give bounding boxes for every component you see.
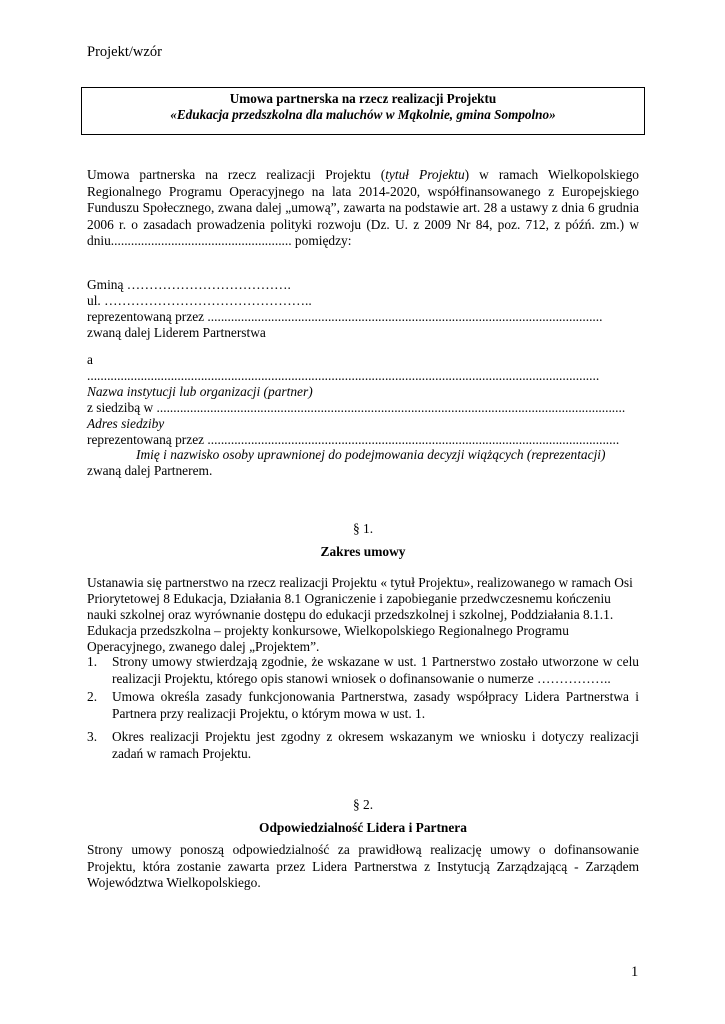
section-1-item-3: [87, 729, 639, 762]
party-gmina: Gminą ……………………………….: [87, 277, 291, 292]
document-header-label: Projekt/wzór: [87, 44, 162, 60]
section-2-title: Odpowiedzialność Lidera i Partnera: [259, 820, 467, 835]
section-1-item-1: [87, 654, 639, 687]
page-number: 1: [631, 964, 639, 980]
representative-note: Imię i nazwisko osoby uprawnionej do podejmowania decyzji wiążących (reprezentacji): [136, 447, 606, 462]
section-1-title: Zakres umowy: [320, 544, 406, 559]
intro-italic: tytuł Projektu: [385, 167, 465, 182]
conjunction-a: a: [87, 352, 93, 367]
party-partner-label: zwaną dalej Partnerem.: [87, 463, 213, 478]
item-number: 2.: [87, 689, 98, 704]
section-1-lead-line: Operacyjnego, zwanego dalej „Projektem”.: [87, 639, 320, 654]
party-lider-label: zwaną dalej Liderem Partnerstwa: [87, 325, 266, 340]
item-text: Okres realizacji Projektu jest zgodny z okresem wskazanym we wniosku i dotyczy realizacji zadań w ramach Projektu.: [112, 729, 639, 761]
section-1-lead-line: Edukacja przedszkolna – projekty konkursowe, Wielkopolskiego Regionalnego Programu: [87, 623, 569, 638]
party-street: ul. ………………………………………..: [87, 293, 312, 308]
partner-name-blank: .........................................................................................................................................................: [87, 368, 600, 383]
title-line-1: Umowa partnerska na rzecz realizacji Projektu: [229, 91, 497, 106]
intro-text-1: Umowa partnerska na rzecz realizacji Projektu (: [87, 167, 386, 182]
title-box: [81, 87, 645, 135]
title-line-2: «Edukacja przedszkolna dla maluchów w Mąkolnie, gmina Sompolno»: [170, 107, 556, 122]
intro-paragraph: [87, 167, 639, 250]
item-number: 3.: [87, 729, 98, 744]
section-1-lead-line: nauki szkolnej oraz wyrównanie dostępu do edukacji przedszkolnej i szkolnej, Poddziałania 8.1.1.: [87, 607, 614, 622]
section-2-text: Strony umowy ponoszą odpowiedzialność za prawidłową realizację umowy o dofinansowanie Projektu, która zostanie zawarta przez Lidera Partnerstwa z Instytucją Zarządzającą - Zarządem Województwa Wielkopolskiego.: [87, 842, 639, 890]
section-1-lead-line: Priorytetowej 8 Edukacja, Działania 8.1 Ograniczenie i zapobieganie przedwczesnemu kończeniu: [87, 591, 611, 606]
party-lider-representative: reprezentowaną przez ......................................................................................................................: [87, 309, 603, 324]
partner-address-label: Adres siedziby: [87, 416, 165, 431]
partner-representative-blank: reprezentowaną przez ...........................................................................................................................: [87, 432, 620, 447]
item-number: 1.: [87, 654, 98, 669]
partner-seat-blank: z siedzibą w ............................................................................................................................................: [87, 400, 626, 415]
section-1-item-2: [87, 689, 639, 722]
item-text: Strony umowy stwierdzają zgodnie, że wskazane w ust. 1 Partnerstwo zostało utworzone w celu realizacji Projektu, którego opis stanowi wniosek o dofinansowanie o numerze ……………..: [112, 654, 639, 686]
item-text: Umowa określa zasady funkcjonowania Partnerstwa, zasady współpracy Lidera Partnerstwa i Partnera przy realizacji Projektu, o którym mowa w ust. 1.: [112, 689, 639, 721]
partner-name-label: Nazwa instytucji lub organizacji (partner): [87, 384, 313, 399]
intro-text-2: ) w ramach Wielkopolskiego Regionalnego Programu Operacyjnego na lata 2014-2020, współfinansowanego z Europejskiego Funduszu Społecznego, zwana dalej „umową”, zawarta na podstawie art. 28 a ustawy z dnia 6 grudnia 2006 r. o zasadach prowadzenia polityki rozwoju (Dz. U. z 2009 Nr 84, poz. 712, z późń. zm.) w dniu...................................................... pomiędzy:: [87, 167, 640, 248]
section-1-number: § 1.: [352, 521, 374, 536]
section-2-number: § 2.: [352, 797, 374, 812]
section-1-lead-line: Ustanawia się partnerstwo na rzecz realizacji Projektu « tytuł Projektu», realizowanego w ramach Osi: [87, 575, 633, 590]
